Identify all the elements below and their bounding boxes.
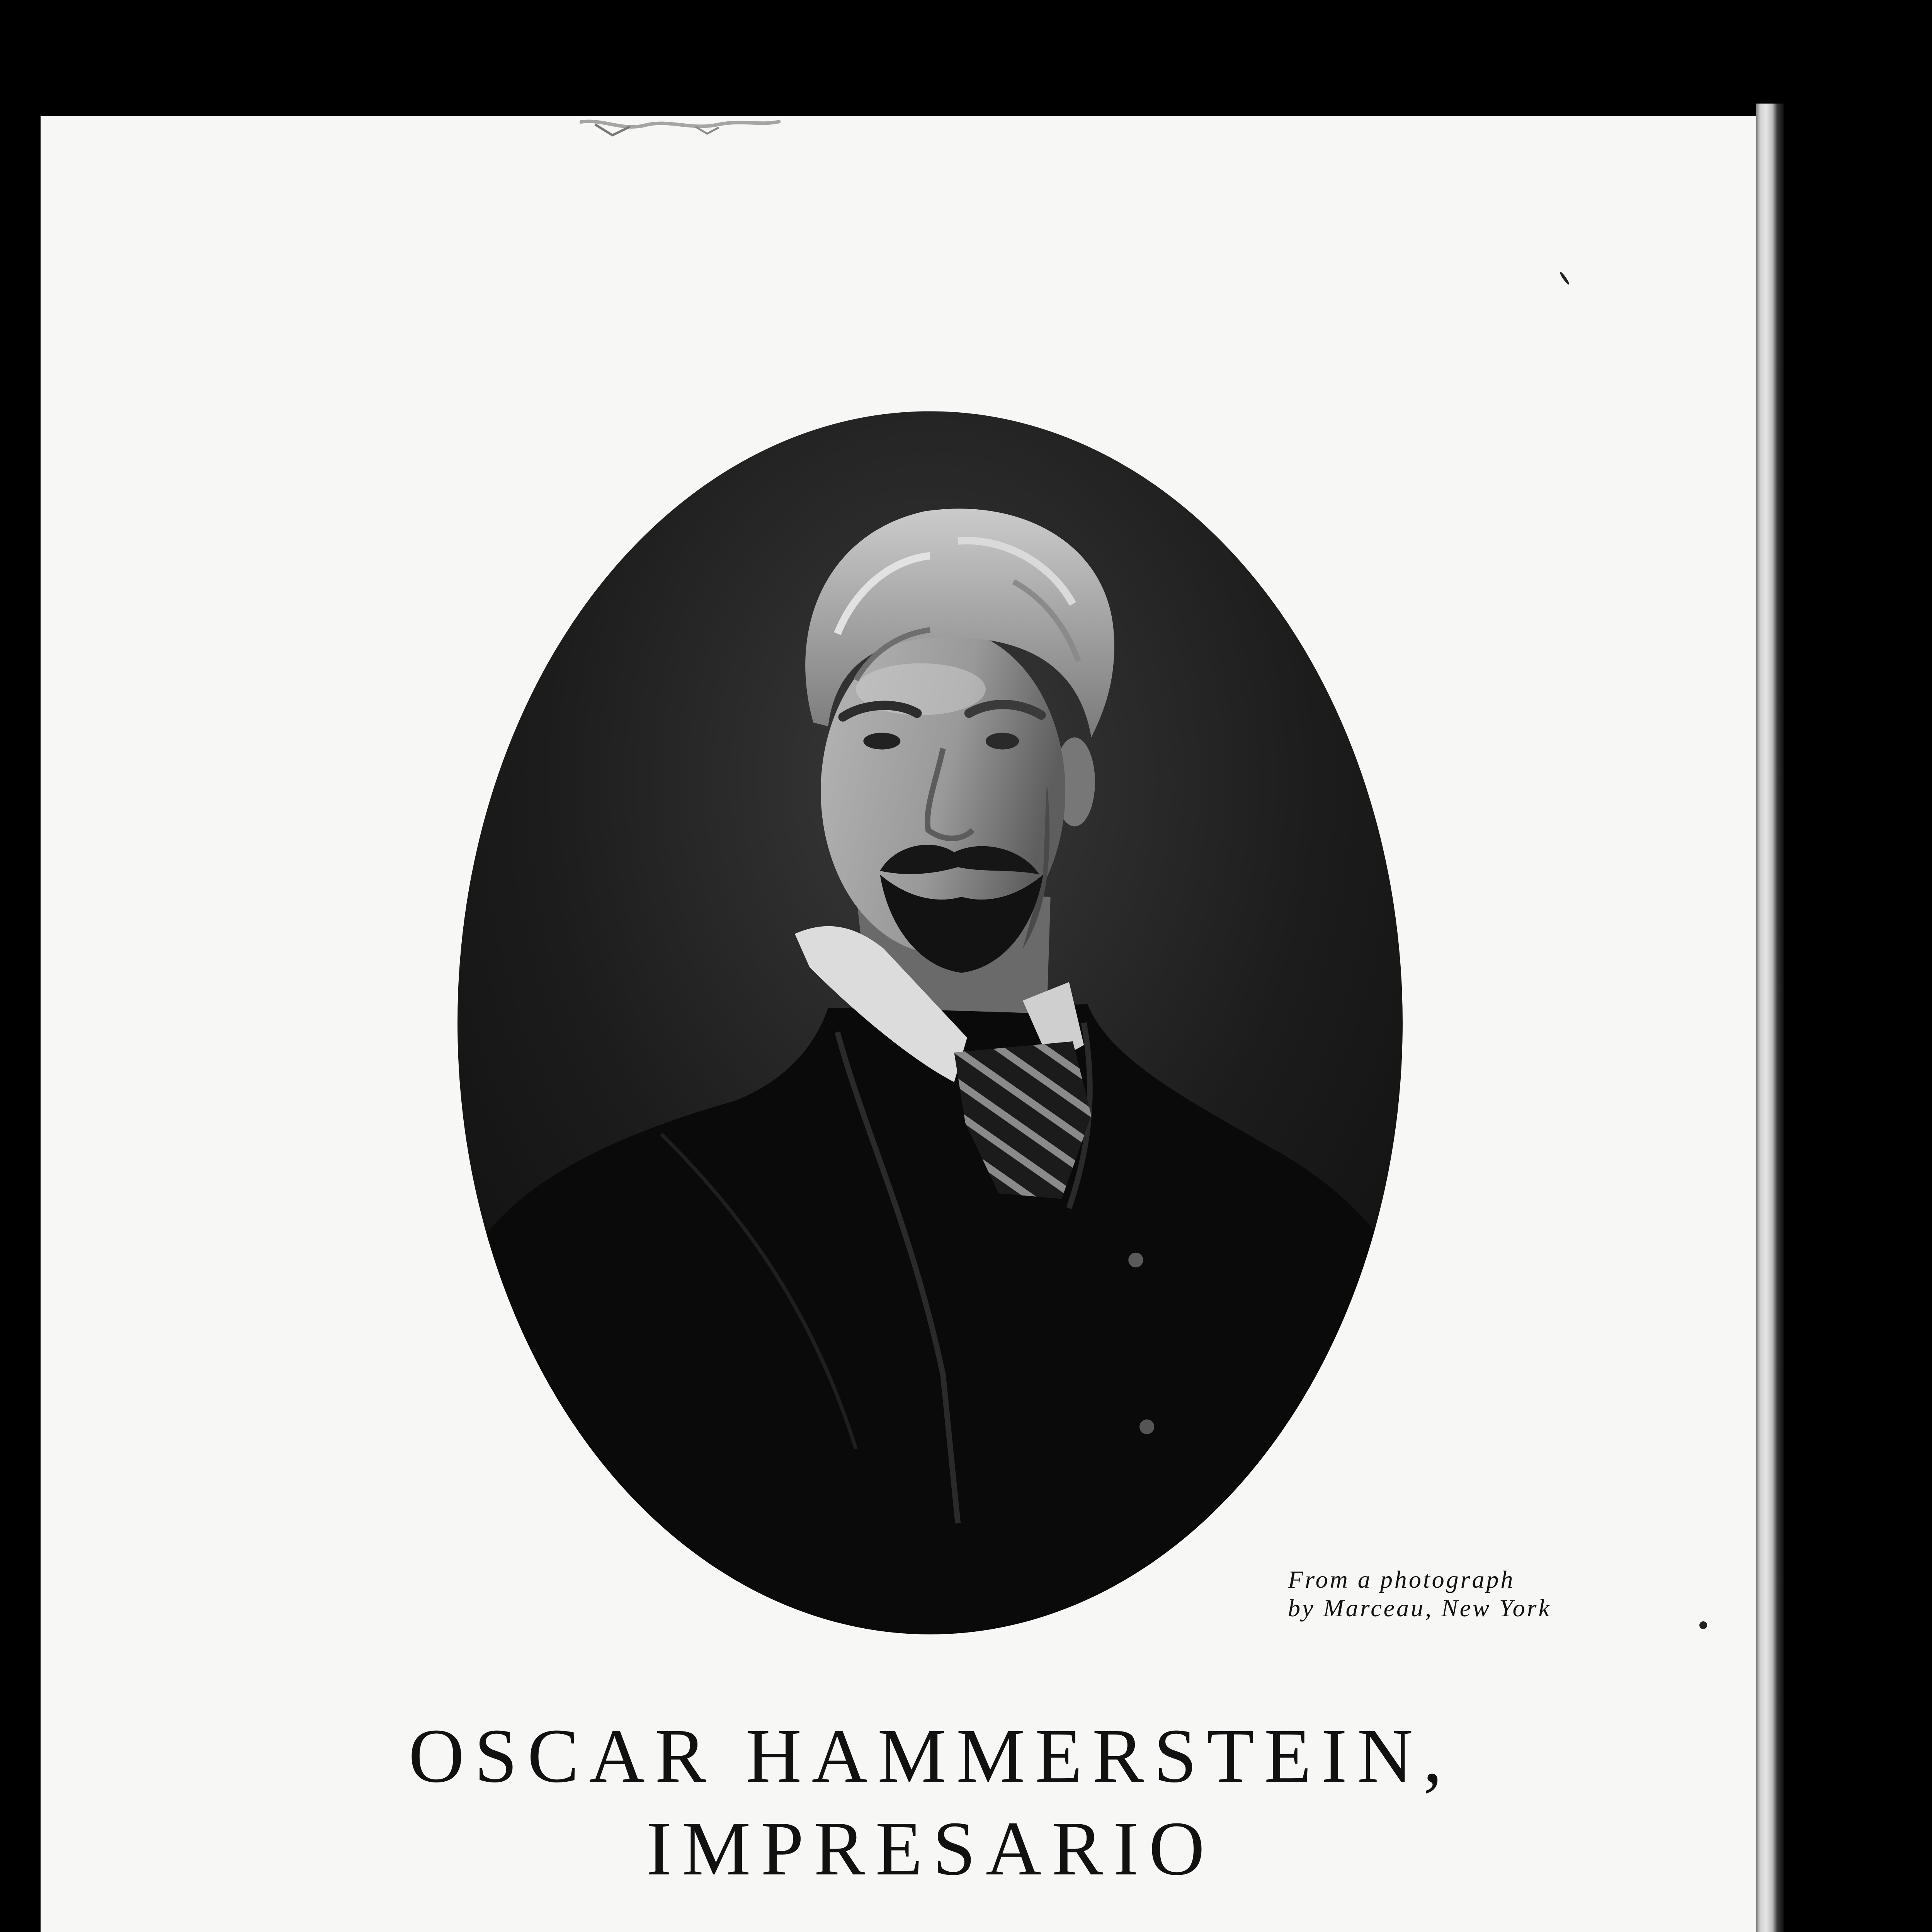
- article-title-line: OSCAR HAMMERSTEIN,: [408, 1713, 1452, 1799]
- photo-caption-line: From a photograph: [1288, 1566, 1515, 1593]
- scan-speck: [1699, 1621, 1707, 1629]
- photo-caption: [1288, 1565, 1551, 1622]
- article-title-line: IMPRESARIO: [646, 1806, 1215, 1891]
- portrait-image: [457, 411, 1403, 1634]
- article-title: [386, 1710, 1464, 1895]
- photo-caption-line: by Marceau, New York: [1288, 1594, 1551, 1622]
- page-crease: [580, 111, 781, 150]
- page-stack-edge: [1756, 104, 1784, 1932]
- portrait-photo: [457, 411, 1403, 1634]
